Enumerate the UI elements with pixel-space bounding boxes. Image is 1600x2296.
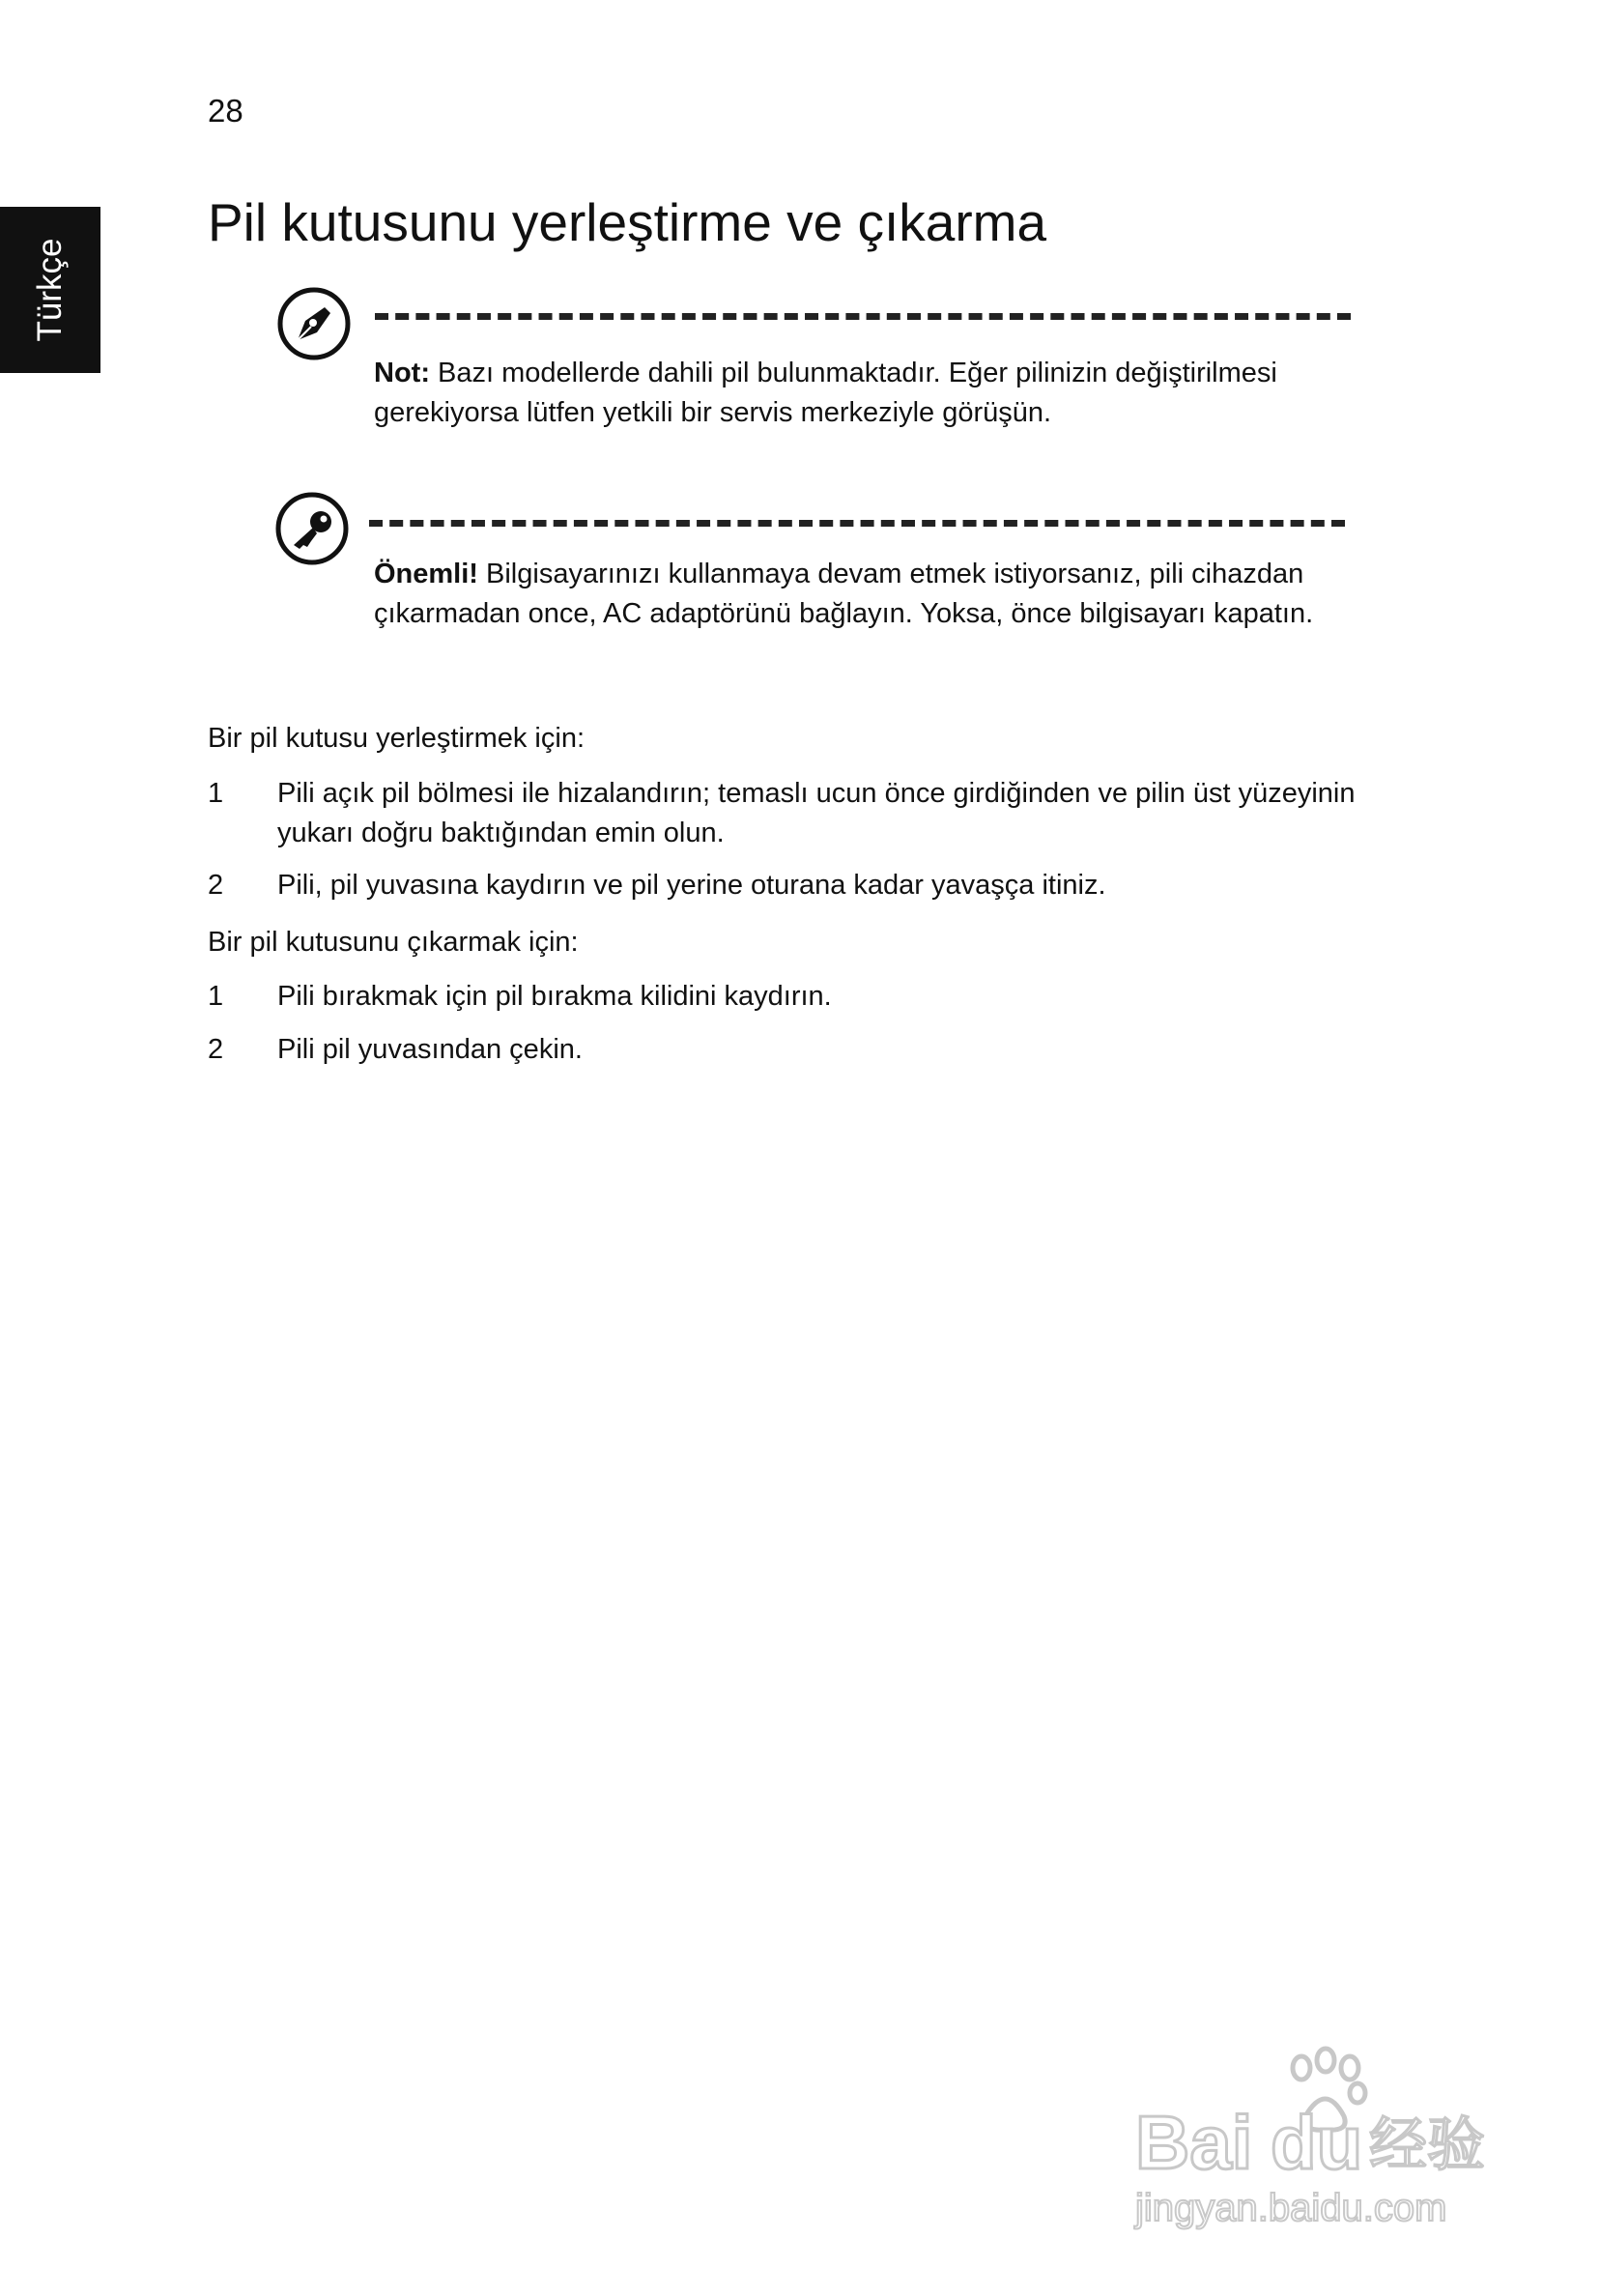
- watermark-url: jingyan.baidu.com: [1135, 2187, 1447, 2229]
- watermark-brand-b: du: [1271, 2100, 1363, 2185]
- important-callout: [374, 555, 1379, 634]
- important-text: Bilgisayarınızı kullanmaya devam etmek istiyorsanız, pili cihazdan çıkarmadan once, AC adaptörünü bağlayın. Yoksa, önce bilgisayarı kapatın.: [374, 559, 1314, 629]
- note-label: Not:: [374, 358, 430, 388]
- step-text: Pili bırakmak için pil bırakma kilidini kaydırın.: [277, 981, 832, 1012]
- remove-heading: Bir pil kutusunu çıkarmak için:: [208, 927, 579, 958]
- key-important-icon: [274, 491, 350, 566]
- watermark-brand-c: 经验: [1369, 2111, 1485, 2179]
- step-text: Pili açık pil bölmesi ile hizalandırın; temaslı ucun önce girdiğinden ve pilin üst yüzeyinin yukarı doğru baktığından emin olun.: [277, 778, 1356, 848]
- step-text: Pili, pil yuvasına kaydırın ve pil yerine oturana kadar yavaşça itiniz.: [277, 870, 1106, 901]
- step-number: 2: [208, 870, 224, 901]
- step-number: 1: [208, 778, 224, 809]
- baidu-watermark: [1126, 2039, 1512, 2232]
- watermark-brand-a: Bai: [1135, 2100, 1253, 2185]
- note-callout: [374, 354, 1379, 433]
- step-number: 1: [208, 981, 224, 1012]
- language-side-tab-label: Türkçe: [31, 238, 69, 342]
- note-divider: [375, 313, 1351, 320]
- important-divider: [369, 520, 1345, 527]
- important-label: Önemli!: [374, 559, 478, 589]
- step-text: Pili pil yuvasından çekin.: [277, 1034, 583, 1065]
- page-number: 28: [208, 93, 243, 129]
- insert-heading: Bir pil kutusu yerleştirmek için:: [208, 723, 585, 754]
- language-side-tab: [0, 207, 100, 373]
- note-text: Bazı modellerde dahili pil bulunmaktadır. Eğer pilinizin değiştirilmesi gerekiyorsa lütfen yetkili bir servis merkeziyle görüşün.: [374, 358, 1277, 428]
- section-title: Pil kutusunu yerleştirme ve çıkarma: [208, 192, 1047, 252]
- pen-note-icon: [276, 286, 352, 361]
- step-number: 2: [208, 1034, 224, 1065]
